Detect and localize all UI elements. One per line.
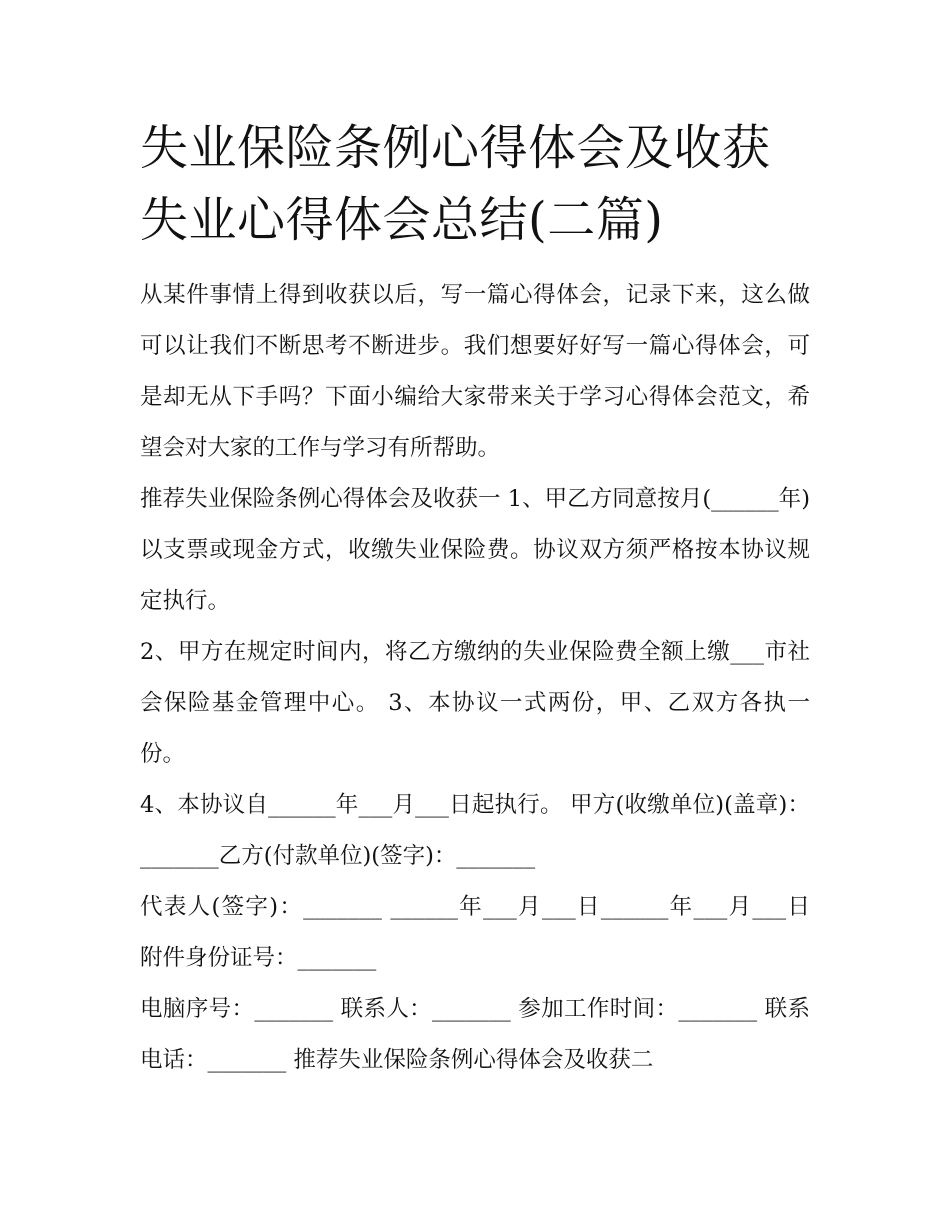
contact-paragraph: 电脑序号：_______ 联系人：_______ 参加工作时间：_______ 联系电话：_______ 推荐失业保险条例心得体会及收获二 — [140, 996, 810, 1073]
clause-2-3-paragraph: 2、甲方在规定时间内，将乙方缴纳的失业保险费全额上缴___市社会保险基金管理中心。 3、本协议一式两份，甲、乙双方各执一份。 — [140, 639, 810, 767]
document-title — [140, 112, 810, 256]
document-body — [140, 270, 810, 1086]
signature-paragraph: 代表人(签字)：_______ ______年___月___日______年___月___日 附件身份证号：_______ — [140, 894, 810, 971]
title-line-1: 失业保险条例心得体会及收获 — [140, 120, 771, 176]
title-line-2: 失业心得体会总结(二篇) — [140, 192, 664, 248]
intro-paragraph: 从某件事情上得到收获以后，写一篇心得体会，记录下来，这么做可以让我们不断思考不断进步。我们想要好好写一篇心得体会，可是却无从下手吗？下面小编给大家带来关于学习心得体会范文，希望会对大家的工作与学习有所帮助。 — [140, 282, 810, 461]
clause-4-paragraph: 4、本协议自______年___月___日起执行。 甲方(收缴单位)(盖章)：_______乙方(付款单位)(签字)：_______ — [140, 792, 810, 869]
document-page — [140, 112, 810, 1086]
clause-1-paragraph: 推荐失业保险条例心得体会及收获一 1、甲乙方同意按月(______年)以支票或现金方式，收缴失业保险费。协议双方须严格按本协议规定执行。 — [140, 486, 810, 614]
